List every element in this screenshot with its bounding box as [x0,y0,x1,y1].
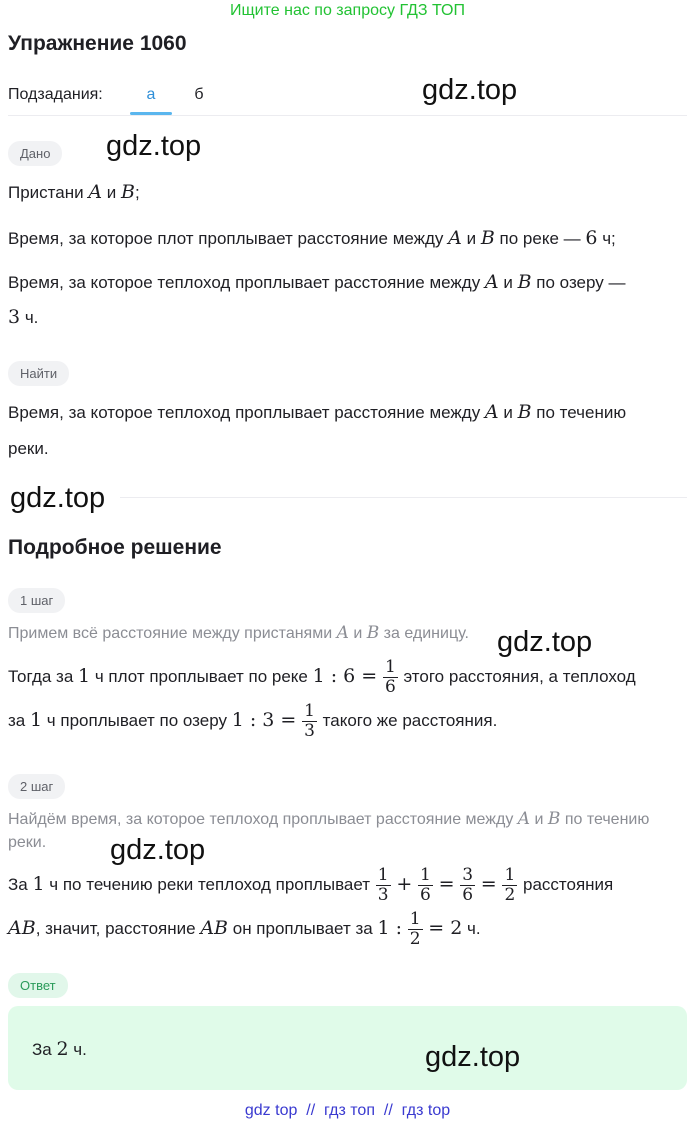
step-2-hint-cont: реки. [8,834,47,851]
given-line-3: Время, за которое теплоход проплывает расстояние между A и B по озеру — [8,271,626,293]
fraction: $\frac{1}{2}$ [504,865,516,906]
step-1-hint: Примем всё расстояние между пристанями A и B за единицу. [8,623,469,643]
step-1-line-2: за 1 ч проплывает по озеру 1 : 3 = $\frac{1}{3}$ такого же расстояния. [8,701,498,742]
watermark: gdz.top [425,1041,521,1073]
step-2-line-1: За 1 ч по течению реки теплоход проплывает $\frac{1}{3}$ + $\frac{1}{6}$ = $\frac{3}{6}$ = $\frac{1}{2}$ расстояния [8,865,614,906]
fraction: $\frac{1}{2}$ [409,909,421,950]
tab-b[interactable]: б [194,86,204,103]
footer: gdz top // гдз топ // гдз top [244,1102,451,1119]
step-1-badge: 1 шаг [8,588,65,613]
tab-a[interactable]: а [146,86,156,103]
find-line-2: реки. [8,439,49,458]
fraction: $\frac{1}{3}$ [304,701,315,742]
step-1-line-1: Тогда за 1 ч плот проплывает по реке 1 : 6 = $\frac{1}{6}$ этого расстояния, а теплоход [8,657,636,698]
step-2-badge: 2 шаг [8,774,65,799]
watermark: gdz.top [106,130,202,162]
watermark: gdz.top [10,482,106,514]
divider [120,497,687,498]
given-badge: Дано [8,141,62,166]
step-2-line-2: AB, значит, расстояние AB он проплывает за 1 : $\frac{1}{2}$ = 2 ч. [8,909,481,950]
watermark: gdz.top [422,74,518,106]
step-2-hint: Найдём время, за которое теплоход проплывает расстояние между A и B по течению [8,809,650,829]
answer-box [8,1006,687,1090]
given-line-2: Время, за которое плот проплывает расстояние между A и B по реке — 6 ч; [8,227,616,249]
solution-title: Подробное решение [8,536,222,559]
subtasks-label: Подзадания: [8,86,103,103]
find-badge: Найти [8,361,69,386]
fraction: $\frac{1}{6}$ [420,865,431,906]
fraction: $\frac{3}{6}$ [462,865,474,906]
given-line-1: Пристани A и B; [8,181,140,203]
top-banner: Ищите нас по запросу ГДЗ ТОП [230,2,465,19]
divider [8,115,687,116]
fraction: $\frac{1}{3}$ [377,865,389,906]
answer-badge: Ответ [8,973,68,998]
given-line-3-cont: 3 ч. [8,306,39,328]
answer-text: За 2 ч. [32,1038,87,1060]
watermark: gdz.top [110,834,206,866]
watermark: gdz.top [497,626,593,658]
find-line-1: Время, за которое теплоход проплывает расстояние между A и B по течению [8,401,627,423]
page-title: Упражнение 1060 [8,32,187,55]
fraction: $\frac{1}{6}$ [384,657,396,698]
